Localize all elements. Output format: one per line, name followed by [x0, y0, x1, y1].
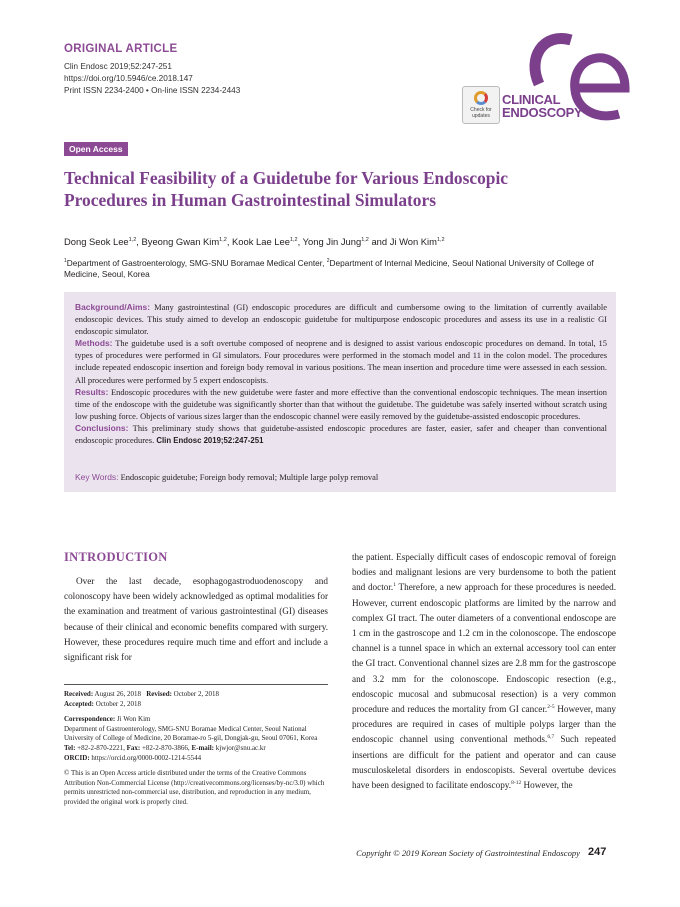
abstract-background	[75, 301, 607, 337]
abstract-results	[75, 386, 607, 422]
author-affil-sup: 1,2	[289, 236, 298, 243]
author-separator: and	[368, 236, 390, 247]
logo-line2: ENDOSCOPY	[502, 105, 583, 120]
tel-label: Tel:	[64, 743, 76, 752]
correspondence-name: Ji Won Kim	[115, 715, 151, 724]
tel-value: +82-2-870-2221,	[75, 743, 127, 752]
abstract-methods	[75, 337, 607, 385]
author-separator: ,	[226, 236, 233, 247]
orcid-label: ORCID:	[64, 753, 90, 762]
crossmark-icon	[474, 91, 488, 105]
author-list	[64, 236, 445, 247]
author-separator: ,	[136, 236, 142, 247]
abstract-heading: Background/Aims:	[75, 302, 151, 312]
check-updates-line2: updates	[472, 113, 490, 119]
affiliations	[64, 256, 624, 280]
intro-text: the patient. Especially difficult cases of endoscopic removal of foreign bodies and malignant lesions are very burdensome to both the patient and doctor.	[352, 552, 616, 593]
revised-label: Revised:	[146, 690, 172, 698]
author-separator: ,	[297, 236, 303, 247]
intro-text: Such repeated insertions are difficult for the patient and operator and can cause musculoskeletal disorders in endoscopists. Several overtube devices have been designed to facilitate endoscopy.	[352, 734, 616, 791]
intro-text: Therefore, a new approach for these procedures is needed. However, current endoscopic platforms are limited by the narrow and complex GI tract. The outer diameters of a conventional endoscope are 1 cm in the gastroscope and 1.2 cm in the colonoscope. The endoscope channel is a tunnel space in which an external accessory tool can enter the GI tract. Conventional channel sizes are 2.8 mm for the gastroscope and 3.2 mm for the colonoscope. Endoscopic resection (e.g., endoscopic mucosal and submucosal resection) is a very common procedure and reduces the mortality from GI cancer.	[352, 582, 616, 715]
reference-sup[interactable]: 6,7	[547, 734, 555, 741]
author-affil-sup: 1,2	[436, 236, 445, 243]
received-label: Received:	[64, 690, 94, 698]
received-date: August 26, 2018	[93, 690, 141, 698]
accepted-date: October 2, 2018	[93, 699, 141, 708]
license-text: This is an Open Access article distributed under the terms of the Creative Commons Attribution Non-Commercial License (http://creativecommons.org/licenses/by-nc/3.0) which permits unrestricted non-commercial use, distribution, and reproduction in any medium, provided the original work is properly cited.	[64, 769, 325, 806]
intro-text: However, many procedures are required in cases of multiple polyps larger than the endoscopic channel using conventional methods.	[352, 704, 617, 745]
affiliation-1: Department of Gastroenterology, SMG-SNU Boramae Medical Center,	[66, 257, 327, 268]
abstract	[75, 301, 607, 447]
abstract-heading: Conclusions:	[75, 422, 129, 433]
affil-sup: 1	[64, 258, 67, 264]
article-type-label: ORIGINAL ARTICLE	[64, 43, 178, 55]
footnote-block	[64, 690, 328, 814]
journal-reference: Clin Endosc 2019;52:247-251	[64, 62, 172, 71]
cc-icon: ©	[64, 769, 70, 778]
dates-block	[64, 690, 328, 709]
keywords-text: Endoscopic guidetube; Foreign body removal; Multiple large polyp removal	[118, 472, 379, 482]
intro-text: However, the	[521, 780, 573, 791]
section-heading-introduction: INTRODUCTION	[64, 550, 168, 564]
doi-link[interactable]: https://doi.org/10.5946/ce.2018.147	[64, 74, 193, 83]
abstract-conclusions	[75, 422, 607, 447]
license-block	[64, 769, 328, 807]
article-title	[64, 167, 624, 211]
intro-paragraph-left: Over the last decade, esophagogastroduodenoscopy and colonoscopy have been widely acknowledged as optimal modalities for the examination and treatment of various gastrointestinal (GI) diseases because of their clinical and economic benefits compared with surgery. However, these procedures require much time and effort and include a significant risk for	[64, 576, 328, 663]
author-affil-sup: 1,2	[128, 236, 137, 243]
abstract-text: Many gastrointestinal (GI) endoscopic procedures are difficult and cumbersome owing to the limitation of currently available endoscopic devices. This study aimed to develop an endoscopic guidetube for multipurpose endoscopic procedures and assess its use in a realistic GI endoscopic simulator.	[75, 302, 607, 337]
abstract-heading: Results:	[75, 386, 109, 397]
email-label: E-mail:	[191, 743, 214, 752]
copyright-line: Copyright © 2019 Korean Society of Gastrointestinal Endoscopy	[356, 848, 580, 858]
abstract-text: Endoscopic procedures with the new guidetube were faster and more effective than the conventional endoscopic techniques. The mean insertion time of the endoscope with the guidetube was significantly shorter than that without the guidetube. The guidetube was safely inserted without scratch using low pushing force. Objects of various sizes larger than the endoscopic channel were easily removed by the guidetube-assisted endoscopic procedures.	[75, 386, 607, 421]
author-name: Dong Seok Lee	[64, 236, 129, 247]
abstract-citation: Clin Endosc 2019;52:247-251	[154, 436, 264, 446]
email-link[interactable]: kjwjor@snu.ac.kr	[214, 743, 266, 752]
author-affil-sup: 1,2	[361, 236, 369, 243]
reference-sup[interactable]: 8-12	[511, 779, 522, 786]
orcid-link[interactable]: https://orcid.org/0000-0002-1214-5544	[89, 753, 202, 762]
author-name: Kook Lae Lee	[232, 236, 290, 247]
correspondence-address: Department of Gastroenterology, SMG-SNU Boramae Medical Center, Seoul National University of College of Medicine, 20 Boramae-ro 5-gil, Dongjak-gu, Seoul 07061, Korea	[64, 724, 318, 743]
revised-date: October 2, 2018	[171, 690, 219, 698]
logo-line1: CLINICAL	[502, 92, 561, 107]
keywords	[75, 472, 607, 482]
abstract-text: The guidetube used is a soft overtube composed of neoprene and is designed to assist various endoscopic procedures on demand. In total, 15 types of procedures were performed in GI simulators. Four procedures were performed in the stomach model and 11 in the colon model. The procedures include repeated endoscopic insertion and foreign body removal in various positions. The mean insertion and procedure time were assessed in each session. All procedures were performed by 5 expert endoscopists.	[75, 338, 607, 385]
issn-line: Print ISSN 2234-2400 • On-line ISSN 2234-2443	[64, 86, 241, 95]
check-for-updates-badge[interactable]	[462, 86, 500, 124]
correspondence-block	[64, 715, 328, 763]
intro-paragraph-right	[352, 550, 616, 793]
title-line2: Procedures in Human Gastrointestinal Simulators	[64, 190, 436, 210]
reference-sup[interactable]: 1	[393, 582, 396, 589]
abstract-heading: Methods:	[75, 338, 113, 349]
journal-logo-text	[502, 93, 582, 119]
title-line1: Technical Feasibility of a Guidetube for Various Endoscopic	[64, 168, 509, 188]
logo-letters: Ce	[513, 26, 515, 27]
footnote-divider	[64, 684, 328, 685]
fax-value: +82-2-870-3866,	[140, 743, 192, 752]
check-updates-line1: Check for	[470, 107, 492, 113]
keywords-heading: Key Words:	[75, 472, 119, 482]
affil-sup: 2	[326, 258, 330, 264]
abstract-text: This preliminary study shows that guidetube-assisted endoscopic procedures are faster, easier, safer and cheaper than conventional endoscopic procedures.	[75, 422, 607, 446]
author-affil-sup: 1,2	[219, 236, 227, 243]
correspondence-label: Correspondence:	[64, 715, 116, 724]
accepted-label: Accepted:	[64, 699, 94, 708]
author-name: Yong Jin Jung	[302, 236, 362, 247]
affiliation-2: Department of Internal Medicine, Seoul National University of College of Medicine, Seoul, Korea	[64, 257, 594, 279]
open-access-badge: Open Access	[64, 142, 128, 156]
reference-sup[interactable]: 2-5	[547, 703, 555, 710]
author-name: Ji Won Kim	[389, 236, 437, 247]
page-number: 247	[588, 846, 607, 858]
author-name: Byeong Gwan Kim	[141, 236, 220, 247]
fax-label: Fax:	[126, 743, 141, 752]
